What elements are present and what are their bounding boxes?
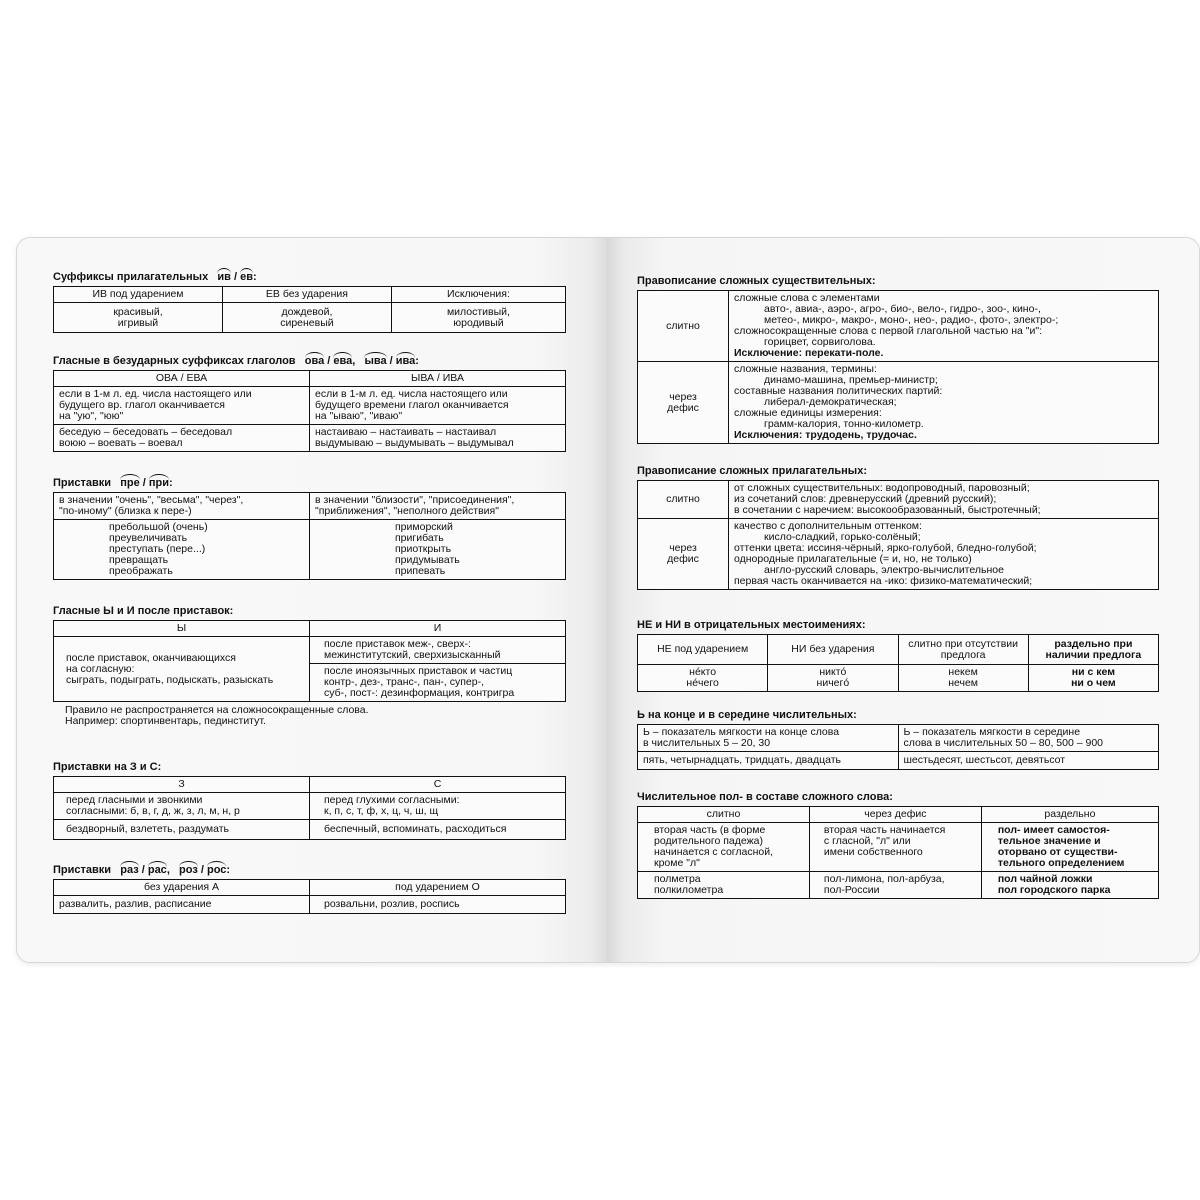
rule-line: с гласной, "л" или bbox=[823, 835, 911, 847]
colon: : bbox=[415, 355, 419, 367]
slash: / bbox=[324, 355, 334, 367]
section-soft-sign bbox=[637, 708, 1159, 770]
ne-ni-table bbox=[637, 634, 1159, 692]
section-y-i bbox=[53, 604, 566, 727]
label-line: дефис bbox=[667, 553, 699, 565]
rule-line: перед глухими согласными: bbox=[324, 794, 460, 806]
rule-line: согласными: б, в, г, д, ж, з, л, м, н, р bbox=[66, 805, 240, 817]
rule-line: на согласную: bbox=[66, 662, 135, 675]
rule-line: авто-, авиа-, аэро-, агро-, био-, вело-, гидро-, зоо-, кино-, bbox=[764, 303, 1041, 315]
title-text: Гласные в безударных суффиксах глаголов bbox=[53, 355, 296, 367]
example-cell bbox=[809, 872, 981, 899]
example-word: пол городского парка bbox=[997, 884, 1111, 896]
example-word: некем bbox=[948, 666, 978, 678]
header-cell: ЫВА / ИВА bbox=[310, 371, 566, 387]
table-row bbox=[54, 303, 566, 333]
prefix-ros: рос bbox=[206, 864, 227, 876]
section-verb-suffixes bbox=[53, 354, 566, 452]
header-cell: ЕВ без ударения bbox=[222, 287, 391, 303]
example-word: красивый, bbox=[113, 305, 163, 318]
section-title: НЕ и НИ в отрицательных местоимениях: bbox=[637, 619, 866, 631]
example-cell bbox=[638, 872, 810, 899]
suffix-yva: ыва bbox=[364, 355, 387, 367]
soft-sign-table bbox=[637, 724, 1159, 770]
section-pre-pri bbox=[53, 476, 566, 580]
colon: : bbox=[252, 271, 257, 283]
section-compound-adjectives bbox=[637, 464, 1159, 590]
rule-cell bbox=[729, 519, 1159, 590]
rule-line: Ь – показатель мягкости на конце слова bbox=[643, 726, 840, 738]
table-row bbox=[54, 777, 566, 793]
table-row bbox=[638, 725, 1159, 752]
section-adjective-suffixes bbox=[53, 270, 566, 333]
rule-line: вторая часть начинается bbox=[823, 824, 946, 836]
header-cell: И bbox=[310, 621, 566, 637]
exception-line: Исключения: трудодень, трудочас. bbox=[734, 429, 917, 441]
example-cell: пять, четырнадцать, тридцать, двадцать bbox=[638, 752, 899, 770]
rule-line: сложные слова с элементами bbox=[734, 292, 880, 304]
example-cell: развалить, разлив, расписание bbox=[54, 896, 310, 914]
example-cell bbox=[981, 872, 1158, 899]
rule-line: к, п, с, т, ф, х, ц, ч, ш, щ bbox=[324, 805, 439, 817]
rule-cell bbox=[729, 362, 1159, 444]
table-row bbox=[638, 665, 1159, 692]
open-notebook bbox=[16, 237, 1200, 963]
label-cell bbox=[638, 362, 729, 444]
example-line: беседую – беседовать – беседовал bbox=[59, 426, 233, 438]
rule-line: "по-иному" (близка к пере-) bbox=[59, 505, 192, 517]
rule-line: метео-, микро-, макро-, моно-, нео-, радио-, фото-, электро-; bbox=[764, 314, 1059, 326]
rule-line: слова в числительных 50 – 80, 500 – 900 bbox=[903, 737, 1103, 749]
raz-roz-table bbox=[53, 879, 566, 914]
rule-cell bbox=[638, 725, 899, 752]
rule-cell bbox=[729, 291, 1159, 362]
right-page bbox=[607, 238, 1199, 962]
example-cell: беспечный, вспоминать, расходиться bbox=[310, 820, 566, 840]
table-row bbox=[638, 362, 1159, 444]
table-row bbox=[54, 387, 566, 425]
header-cell: под ударением О bbox=[310, 880, 566, 896]
compound-nouns-table bbox=[637, 290, 1159, 444]
header-cell: слитно bbox=[638, 807, 810, 823]
header-cell: ОВА / ЕВА bbox=[54, 371, 310, 387]
rule-cell bbox=[310, 493, 566, 520]
rule-line: "приближения", "неполного действия" bbox=[315, 505, 499, 517]
rule-line: либерал-демократическая; bbox=[764, 396, 897, 408]
example-word: приморский bbox=[395, 521, 453, 533]
rule-cell bbox=[729, 481, 1159, 519]
rule-line: горицвет, сорвиголова. bbox=[764, 336, 876, 348]
example-word: игривый bbox=[117, 316, 159, 329]
example-word: пребольшой (очень) bbox=[109, 521, 208, 533]
table-row bbox=[638, 752, 1159, 770]
example-word: пол чайной ложки bbox=[997, 873, 1093, 885]
label-line: через bbox=[669, 542, 697, 554]
rule-line: кисло-сладкий, горько-солёный; bbox=[764, 531, 921, 543]
rule-line: начинается с согласной, bbox=[654, 846, 774, 858]
suffix-ova: ова bbox=[304, 355, 325, 367]
header-cell: раздельно bbox=[981, 807, 1158, 823]
table-row bbox=[54, 493, 566, 520]
example-line: выдумываю – выдумывать – выдумывал bbox=[315, 437, 514, 449]
rule-line: англо-русский словарь, электро-вычислительное bbox=[764, 564, 1004, 576]
example-cell bbox=[391, 303, 565, 333]
rule-line: если в 1-м л. ед. числа настоящего или bbox=[59, 388, 252, 400]
example-word: никтó bbox=[819, 666, 847, 678]
rule-cell bbox=[638, 823, 810, 872]
table-row bbox=[54, 371, 566, 387]
example-cell: бездворный, взлететь, раздумать bbox=[54, 820, 310, 840]
slash: / bbox=[138, 864, 148, 876]
suffix-iva: ива bbox=[395, 355, 416, 367]
example-cell bbox=[54, 520, 310, 580]
rule-line: грамм-калория, тонно-километр. bbox=[764, 418, 924, 430]
section-compound-nouns bbox=[637, 274, 1159, 444]
example-word: пригибать bbox=[395, 532, 444, 544]
section-title bbox=[53, 354, 566, 369]
prefix-raz: раз bbox=[120, 864, 139, 876]
label-line: дефис bbox=[667, 401, 699, 414]
table-row bbox=[638, 291, 1159, 362]
section-title: Числительное пол- в составе сложного слова: bbox=[637, 791, 893, 803]
example-cell: розвальни, розлив, роспись bbox=[310, 896, 566, 914]
rule-line: контр-, дез-, транс-, пан-, супер-, bbox=[324, 676, 485, 688]
rule-cell bbox=[310, 664, 566, 702]
example-word: пол-лимона, пол-арбуза, bbox=[823, 873, 945, 885]
suffix-iv: ив bbox=[217, 271, 231, 283]
section-z-s bbox=[53, 760, 566, 840]
example-word: сиреневый bbox=[280, 316, 334, 329]
rule-line: сложные названия, термины: bbox=[734, 363, 877, 375]
colon: : bbox=[169, 477, 173, 489]
example-word: полкилометра bbox=[654, 884, 724, 896]
rule-line: составные названия политических партий: bbox=[734, 385, 943, 397]
table-row bbox=[54, 637, 566, 664]
rule-line: в числительных 5 – 20, 30 bbox=[643, 737, 771, 749]
section-title bbox=[53, 476, 566, 491]
rule-line: сложные единицы измерения: bbox=[734, 407, 882, 419]
rule-line: если в 1-м л. ед. числа настоящего или bbox=[315, 388, 508, 400]
table-row bbox=[54, 425, 566, 452]
section-title bbox=[53, 863, 566, 878]
table-row bbox=[54, 520, 566, 580]
rule-line: после приставок, оканчивающихся bbox=[66, 651, 236, 664]
header-cell: НЕ под ударением bbox=[638, 635, 768, 665]
slash: / bbox=[386, 355, 396, 367]
rule-cell bbox=[981, 823, 1158, 872]
prefix-ras: рас bbox=[147, 864, 167, 876]
colon: : bbox=[226, 864, 231, 876]
header-cell: раздельно при наличии предлога bbox=[1028, 635, 1158, 665]
rule-line: сыграть, подыграть, подыскать, разыскать bbox=[66, 673, 274, 686]
example-word: юродивый bbox=[453, 316, 504, 329]
suffix-eva: ева bbox=[333, 355, 353, 367]
rule-line: качество с дополнительным оттенком: bbox=[734, 520, 922, 532]
pre-pri-table bbox=[53, 492, 566, 580]
example-cell bbox=[222, 303, 391, 333]
example-word: ничегó bbox=[816, 677, 850, 689]
left-page bbox=[17, 238, 607, 962]
header-cell: через дефис bbox=[809, 807, 981, 823]
header-cell: Исключения: bbox=[391, 287, 565, 303]
table-row bbox=[638, 872, 1159, 899]
header-cell: С bbox=[310, 777, 566, 793]
section-title: Правописание сложных прилагательных: bbox=[637, 465, 867, 477]
label-line: через bbox=[669, 390, 697, 403]
rule-line: однородные прилагательные (= и, но, не только) bbox=[734, 553, 972, 565]
example-word: нéчего bbox=[686, 677, 719, 689]
rule-line: после приставок меж-, сверх-: bbox=[324, 638, 471, 650]
example-cell bbox=[310, 425, 566, 452]
section-title: Гласные Ы и И после приставок: bbox=[53, 605, 234, 617]
table-row bbox=[638, 635, 1159, 665]
rule-line: будущего вр. глагол оканчивается bbox=[59, 399, 225, 411]
suffix-ev: ев bbox=[240, 271, 253, 283]
label-cell: слитно bbox=[638, 291, 729, 362]
slash: / bbox=[139, 477, 149, 489]
rule-line: тельное значение и bbox=[997, 835, 1101, 847]
note-line: Правило не распространяется на сложносокращенные слова. bbox=[65, 704, 369, 716]
rule-line: сложносокращенные слова с первой глагольной частью на "и": bbox=[734, 325, 1043, 337]
table-row bbox=[638, 823, 1159, 872]
example-cell bbox=[638, 665, 768, 692]
exception-line: Исключение: перекати-поле. bbox=[734, 347, 884, 359]
rule-line: имени собственного bbox=[823, 846, 923, 858]
note-line: Например: спортинвентарь, пединститут. bbox=[65, 715, 266, 727]
rule-cell bbox=[898, 725, 1159, 752]
adjective-suffix-table bbox=[53, 286, 566, 333]
rule-line: оттенки цвета: иссиня-чёрный, ярко-голубой, бледно-голубой; bbox=[734, 542, 1037, 554]
table-row bbox=[638, 519, 1159, 590]
header-cell: З bbox=[54, 777, 310, 793]
table-row bbox=[54, 793, 566, 820]
header-cell: Ы bbox=[54, 621, 310, 637]
rule-line: оторвано от существи- bbox=[997, 846, 1118, 858]
table-row bbox=[54, 287, 566, 303]
section-raz-roz bbox=[53, 863, 566, 914]
section-title: Правописание сложных существительных: bbox=[637, 275, 876, 287]
section-pol bbox=[637, 790, 1159, 899]
compound-adjectives-table bbox=[637, 480, 1159, 590]
example-word: припевать bbox=[395, 565, 446, 577]
prefix-pre: пре bbox=[120, 477, 140, 489]
rule-line: на "ываю", "иваю" bbox=[315, 410, 403, 422]
table-row bbox=[638, 481, 1159, 519]
rule-cell bbox=[54, 793, 310, 820]
rule-cell bbox=[54, 493, 310, 520]
example-line: настаиваю – настаивать – настаивал bbox=[315, 426, 497, 438]
rule-note bbox=[53, 705, 566, 727]
table-row bbox=[54, 880, 566, 896]
rule-line: будущего времени глагол оканчивается bbox=[315, 399, 509, 411]
rule-line: в значении "близости", "присоединения", bbox=[315, 494, 515, 506]
header-cell: без ударения А bbox=[54, 880, 310, 896]
rule-line: динамо-машина, премьер-министр; bbox=[764, 374, 938, 386]
example-cell: шестьдесят, шестьсот, девятьсот bbox=[898, 752, 1159, 770]
example-word: полметра bbox=[654, 873, 701, 885]
example-line: воюю – воевать – воевал bbox=[59, 437, 183, 449]
pol-table bbox=[637, 806, 1159, 899]
table-row bbox=[638, 807, 1159, 823]
example-cell bbox=[898, 665, 1028, 692]
rule-line: перед гласными и звонкими bbox=[66, 794, 203, 806]
example-cell bbox=[54, 425, 310, 452]
example-word: преображать bbox=[109, 565, 173, 577]
example-cell bbox=[1028, 665, 1158, 692]
table-row bbox=[54, 896, 566, 914]
section-title bbox=[53, 270, 566, 285]
example-cell bbox=[54, 303, 223, 333]
rule-line: пол- имеет самостоя- bbox=[997, 824, 1110, 836]
rule-line: в значении "очень", "весьма", "через", bbox=[59, 494, 244, 506]
rule-cell bbox=[54, 637, 310, 702]
z-s-table bbox=[53, 776, 566, 840]
rule-line: родительного падежа) bbox=[654, 835, 763, 847]
rule-line: Ь – показатель мягкости в середине bbox=[903, 726, 1081, 738]
example-word: преступать (пере...) bbox=[109, 543, 206, 555]
rule-line: в сочетании с наречием: высокообразованный, быстротечный; bbox=[734, 504, 1041, 516]
section-title: Ь на конце и в середине числительных: bbox=[637, 709, 857, 721]
rule-line: после иноязычных приставок и частиц bbox=[324, 665, 513, 677]
example-cell bbox=[768, 665, 898, 692]
rule-line: на "ую", "юю" bbox=[59, 410, 124, 422]
rule-line: кроме "л" bbox=[654, 857, 700, 869]
rule-line: из сочетаний слов: древнерусский (древний русский); bbox=[734, 493, 997, 505]
example-word: превращать bbox=[109, 554, 169, 566]
prefix-roz: роз bbox=[179, 864, 198, 876]
label-cell: слитно bbox=[638, 481, 729, 519]
rule-cell bbox=[310, 387, 566, 425]
example-word: придумывать bbox=[395, 554, 460, 566]
separator: , bbox=[166, 864, 180, 876]
rule-line: от сложных существительных: водопроводный, паровозный; bbox=[734, 482, 1030, 494]
section-title: Приставки на З и С: bbox=[53, 761, 162, 773]
label-cell bbox=[638, 519, 729, 590]
example-word: дождевой, bbox=[281, 305, 333, 318]
slash: / bbox=[197, 864, 207, 876]
example-word: ни о чем bbox=[1071, 677, 1116, 689]
example-word: милостивый, bbox=[446, 305, 510, 318]
title-text: Суффиксы прилагательных bbox=[53, 271, 209, 283]
table-row bbox=[54, 621, 566, 637]
rule-cell bbox=[310, 637, 566, 664]
rule-cell bbox=[310, 793, 566, 820]
example-word: пол-России bbox=[823, 884, 880, 896]
separator: , bbox=[352, 355, 365, 367]
verb-suffix-table bbox=[53, 370, 566, 452]
prefix-pri: при bbox=[148, 477, 170, 489]
example-word: ни с кем bbox=[1071, 666, 1115, 678]
section-ne-ni bbox=[637, 618, 1159, 692]
header-cell: слитно при отсутствии предлога bbox=[898, 635, 1028, 665]
example-cell bbox=[310, 520, 566, 580]
example-word: приоткрыть bbox=[395, 543, 452, 555]
header-cell: ИВ под ударением bbox=[54, 287, 223, 303]
rule-line: первая часть оканчивается на -ико: физико-математический; bbox=[734, 575, 1033, 587]
rule-cell bbox=[809, 823, 981, 872]
title-text: Приставки bbox=[53, 864, 112, 876]
rule-line: суб-, пост-: дезинформация, контригра bbox=[324, 687, 515, 699]
example-word: преувеличивать bbox=[109, 532, 188, 544]
rule-line: тельного определением bbox=[997, 857, 1125, 869]
title-text: Приставки bbox=[53, 477, 112, 489]
y-i-table bbox=[53, 620, 566, 702]
rule-cell bbox=[54, 387, 310, 425]
rule-line: межинститутский, сверхизысканный bbox=[324, 649, 501, 661]
slash: / bbox=[230, 271, 241, 283]
example-word: нечем bbox=[948, 677, 979, 689]
header-cell: НИ без ударения bbox=[768, 635, 898, 665]
rule-line: вторая часть (в форме bbox=[654, 824, 766, 836]
example-word: нéкто bbox=[689, 666, 717, 678]
table-row bbox=[54, 820, 566, 840]
